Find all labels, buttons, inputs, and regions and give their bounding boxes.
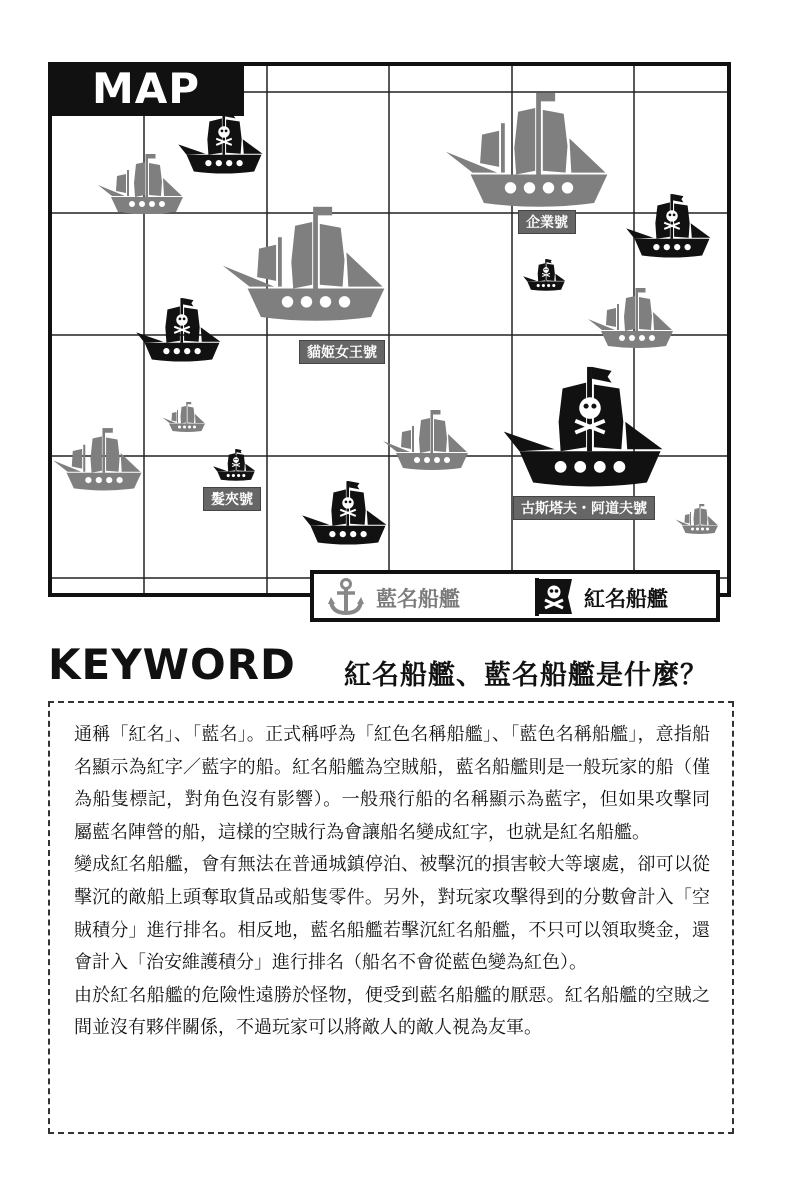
anchor-icon: [326, 577, 366, 617]
ship-red: [136, 298, 220, 361]
ship-red: [626, 194, 710, 257]
ship-blue: [383, 410, 468, 470]
keyword-paragraph: 變成紅名船艦，會有無法在普通城鎮停泊、被擊沉的損害較大等壞處，卻可以從擊沉的敵船上頭奪取貨品或船隻零件。另外，對玩家攻擊得到的分數會計入「空賊積分」進行排名。相反地，藍名船艦若擊沉紅名船艦，不只可以領取獎金，還會計入「治安維護積分」進行排名（船名不會從藍色變為紅色）。: [74, 854, 710, 974]
ship-blue: [53, 428, 141, 490]
legend-blue: [314, 574, 520, 618]
ship-gustav-adolf: [504, 367, 663, 487]
ship-label-cat-queen: 貓姬女王號: [299, 340, 385, 364]
ship-label-hairpin: 髮夾號: [203, 487, 261, 511]
keyword-paragraph: 通稱「紅名」、「藍名」。正式稱呼為「紅色名稱船艦」、「藍色名稱船艦」，意指船名顯示為紅字／藍字的船。紅名船艦為空賊船，藍名船艦則是一般玩家的船（僅為船隻標記，對角色沒有影響）。一般飛行船的名稱顯示為藍字，但如果攻擊同屬藍名陣營的船，這樣的空賊行為會讓船名變成紅字，也就是紅名船艦。: [74, 724, 710, 843]
keyword-title: KEYWORD: [48, 640, 296, 689]
map-title: MAP: [48, 62, 244, 116]
map-legend: [310, 570, 720, 622]
ship-blue: [163, 402, 206, 432]
ship-blue: [98, 154, 183, 214]
pirate-flag-icon: [532, 576, 576, 618]
ship-cat-queen: [223, 207, 385, 321]
keyword-box: [48, 701, 734, 1134]
map-panel: [48, 62, 731, 611]
legend-red-label: 紅名船艦: [584, 587, 668, 611]
legend-red: [528, 574, 718, 618]
ship-red: [302, 481, 386, 544]
ship-blue: [588, 288, 673, 348]
ship-red: [213, 449, 255, 481]
ship-red: [178, 110, 262, 173]
ship-red: [523, 259, 565, 291]
ship-blue: [676, 504, 719, 534]
ship-label-enterprise: 企業號: [518, 210, 576, 234]
legend-blue-label: 藍名船艦: [376, 587, 460, 611]
ship-enterprise: [446, 93, 608, 207]
keyword-paragraph: 由於紅名船艦的危險性遠勝於怪物，便受到藍名船艦的厭惡。紅名船艦的空賊之間並沒有夥伴關係，不過玩家可以將敵人的敵人視為友軍。: [74, 984, 710, 1039]
ship-label-gustav-adolf: 古斯塔夫・阿道夫號: [513, 496, 655, 520]
keyword-subtitle: 紅名船艦、藍名船艦是什麼？: [344, 660, 708, 691]
